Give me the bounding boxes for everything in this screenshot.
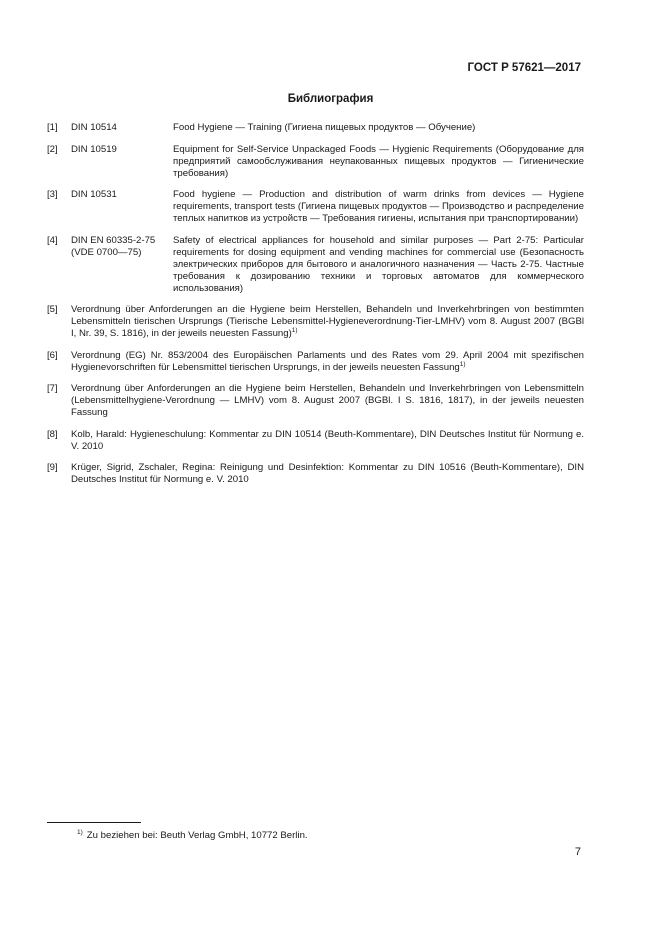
entry-title: Verordnung über Anforderungen an die Hygiene beim Herstellen, Behandeln und Inverkehrbringen von Lebensmitteln (Lebensmittelhygiene-Verordnung — LMHV) vom 8. August 2007 (BGBl. I S. 1816, 1817), in der jeweils neuesten Fassung <box>71 383 584 418</box>
entry-number: [4] <box>47 234 58 246</box>
entry-title: Food Hygiene — Training (Гигиена пищевых продуктов — Обучение) <box>173 122 476 133</box>
entry-title: Verordnung über Anforderungen an die Hygiene beim Herstellen, Behandeln und Inverkehrbringen von bestimmten Lebensmitteln tierischen Ursprungs (Tierische Lebensmittel-Hygieneverordnung-Tier-LMHV) vom 8. August 2007 (BGBl I, Nr. 39, S. 1816), in der jeweils neuesten Fassung) <box>71 304 584 339</box>
footnote-divider <box>47 822 141 823</box>
entry-number: [3] <box>47 189 58 200</box>
bibliography-entry <box>47 350 584 374</box>
section-title: Библиография <box>287 93 374 105</box>
entry-number: [1] <box>47 122 58 133</box>
entry-number: [6] <box>47 349 58 361</box>
bibliography-entry <box>47 429 584 453</box>
entry-number: [5] <box>47 304 58 315</box>
entry-number: [8] <box>47 428 58 440</box>
bibliography-entry <box>47 122 584 134</box>
footnote <box>77 830 308 841</box>
bibliography-entry <box>47 189 584 225</box>
page-number: 7 <box>574 846 581 858</box>
bibliography-entry <box>47 235 584 295</box>
entry-title: Krüger, Sigrid, Zschaler, Regina: Reinigung und Desinfektion: Kommentar zu DIN 10516 (Beuth-Kommentare), DIN Deutsches Institut für Normung e. V. 2010 <box>71 462 584 485</box>
entry-title: Verordnung (EG) Nr. 853/2004 des Europäischen Parlaments und des Rates vom 29. April 2004 mit spezifischen Hygienevorschriften für Lebensmittel tierischen Ursprungs, in der jeweils neuesten Fassung <box>71 349 584 373</box>
standard-code: ГОСТ Р 57621—2017 <box>467 62 581 74</box>
entry-number: [2] <box>47 143 58 155</box>
entry-number: [7] <box>47 383 58 394</box>
entry-title: Safety of electrical appliances for household and similar purposes — Part 2-75: Particular requirements for dosing equipment and vending machines for commercial use (Безопасность электрических приборов для бытового и аналогичного назначения — Часть 2-75. Частные требования к дозированию техники и торговых автоматов для коммерческого использования) <box>173 234 584 294</box>
bibliography-entry <box>47 144 584 180</box>
bibliography-entry <box>47 304 584 340</box>
footnote-ref: 1) <box>291 327 298 334</box>
entry-code: DIN 10514 <box>71 122 117 133</box>
entry-title: Kolb, Harald: Hygieneschulung: Kommentar zu DIN 10514 (Beuth-Kommentare), DIN Deutsches Institut für Normung e. V. 2010 <box>71 428 584 452</box>
footnote-mark: 1) <box>77 829 83 836</box>
bibliography-list <box>47 122 584 496</box>
entry-title-block <box>71 304 584 340</box>
entry-code: DIN 10519 <box>71 143 117 155</box>
bibliography-entry <box>47 383 584 419</box>
entry-code: DIN 10531 <box>71 189 117 200</box>
entry-code: DIN EN 60335-2-75 (VDE 0700—75) <box>71 234 156 258</box>
bibliography-entry <box>47 462 584 486</box>
entry-title: Equipment for Self-Service Unpackaged Foods — Hygienic Requirements (Оборудование для предприятий самообслуживания неупакованных пищевых продуктов — Гигиенические требования) <box>173 143 584 179</box>
entry-title-block <box>71 350 584 374</box>
entry-number: [9] <box>47 462 58 473</box>
entry-title: Food hygiene — Production and distribution of warm drinks from devices — Hygiene requirements, transport tests (Гигиена пищевых продуктов — Производство и распределение теплых напитков из устройств — Требования гигиены, испытания при транспортировании) <box>173 189 584 224</box>
footnote-ref: 1) <box>459 360 466 368</box>
footnote-text: Zu beziehen bei: Beuth Verlag GmbH, 10772 Berlin. <box>86 830 308 841</box>
